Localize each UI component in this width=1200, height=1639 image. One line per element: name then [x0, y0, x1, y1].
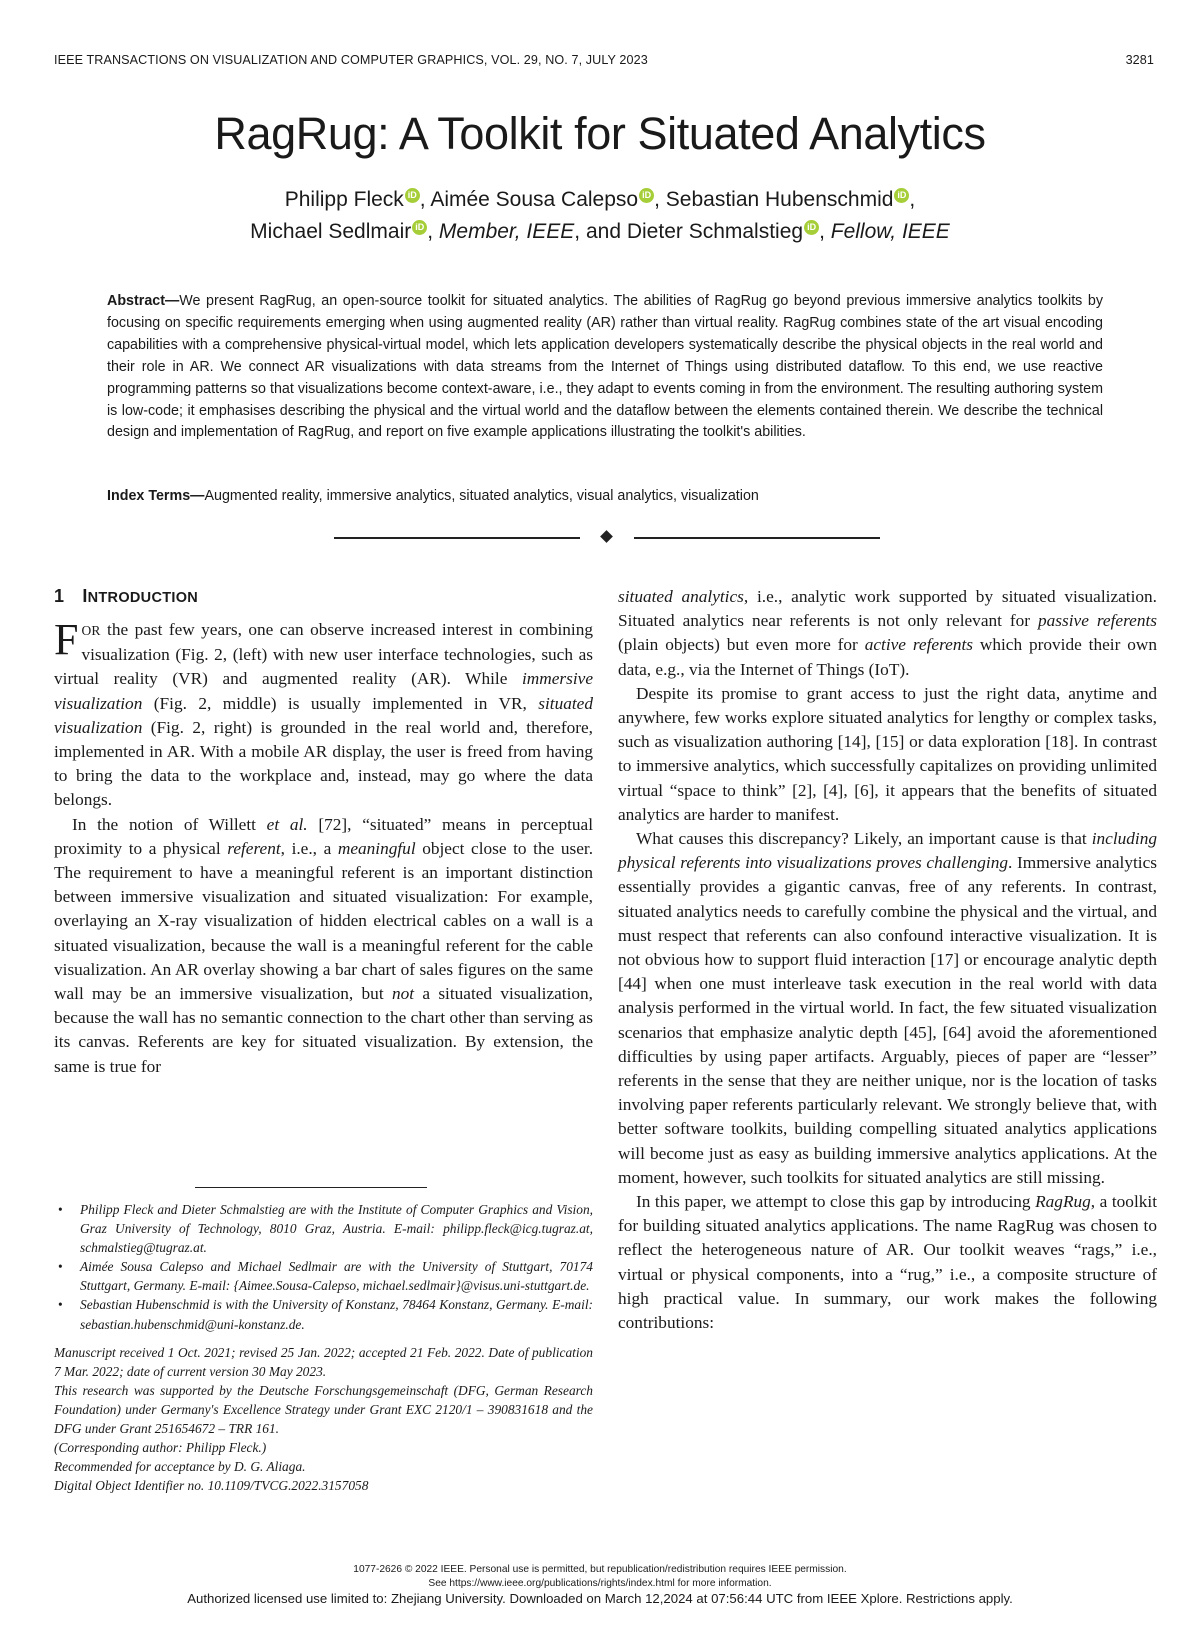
- page-number: 3281: [1125, 53, 1154, 67]
- section-heading: [54, 586, 198, 607]
- abstract-text: We present RagRug, an open-source toolkit for situated analytics. The abilities of RagRug go beyond previous immersive analytics toolkits by focusing on specific requirements emerging when using augmented reality (AR) rather than virtual reality. RagRug combines state of the art visual encoding capabilities with a comprehensive physical-virtual model, which lets application developers systematically describe the physical objects in the real world and their role in AR. We connect AR visualizations with data streams from the Internet of Things using distributed dataflow. To this end, we use reactive programming patterns so that visualizations become context-aware, i.e., they adapt to events coming in from the environment. The resulting authoring system is low-code; it emphasises describing the physical and the virtual world and the dataflow between the elements contained therein. We describe the technical design and implementation of RagRug, and report on five example applications illustrating the toolkit's abilities.: [107, 293, 1103, 441]
- running-header: [54, 53, 1154, 69]
- orcid-icon[interactable]: iD: [804, 220, 819, 235]
- body-column-right: [618, 585, 1157, 1335]
- author-membership: Member, IEEE: [438, 220, 575, 243]
- publication-notes: [54, 1343, 593, 1496]
- divider-line-right: [634, 537, 880, 539]
- drop-cap: F: [54, 615, 79, 664]
- affiliation-footnote: • Philipp Fleck and Dieter Schmalstieg are with the Institute of Computer Graphics and Vision, Graz University of Technology, 8010 Graz, Austria. E-mail: philipp.fleck@icg.tugraz.at, schmalstieg@tugraz.at.: [54, 1200, 593, 1257]
- manuscript-dates: Manuscript received 1 Oct. 2021; revised 25 Jan. 2022; accepted 21 Feb. 2022. Date of publication 7 Mar. 2022; date of current version 30 May 2023.: [54, 1344, 593, 1379]
- author-name: Aimée Sousa Calepso: [430, 188, 639, 211]
- index-terms: [107, 486, 1103, 508]
- license-note: Authorized licensed use limited to: Zhejiang University. Downloaded on March 12,2024 at 07:56:44 UTC from IEEE Xplore. Restrictions apply.: [187, 1591, 1013, 1606]
- orcid-icon[interactable]: iD: [639, 188, 654, 203]
- section-number: 1: [54, 586, 65, 606]
- author-membership: Fellow, IEEE: [830, 220, 950, 243]
- paragraph: FOR the past few years, one can observe increased interest in combining visualization (Fig. 2, (left) with new user interface technologies, such as virtual reality (VR) and augmented reality (AR). While immersive visualization (Fig. 2, middle) is usually implemented in VR, situated visualization (Fig. 2, right) is grounded in the real world and, therefore, implemented in AR. With a mobile AR display, the user is freed from having to bring the data to the workplace and, instead, may go where the data belongs.: [54, 615, 593, 810]
- author-list-line-2: Michael Sedlmair iD , Member, IEEE, and Dieter Schmalstieg iD , Fellow, IEEE: [250, 220, 950, 243]
- body-column-left: [54, 615, 594, 1079]
- section-divider: [334, 532, 880, 544]
- paragraph: In this paper, we attempt to close this gap by introducing RagRug, a toolkit for building situated analytics applications. The name RagRug was chosen to reflect the heterogeneous nature of AR. Our toolkit weaves “rags,” i.e., virtual or physical components, into a “rug,” i.e., a composite structure of high practical value. In summary, our work makes the following contributions:: [618, 1192, 1157, 1333]
- footnote-rule: [195, 1187, 427, 1188]
- copyright-line: 1077-2626 © 2022 IEEE. Personal use is permitted, but republication/redistribution requires IEEE permission.: [353, 1564, 847, 1575]
- recommended-by: Recommended for acceptance by D. G. Aliaga.: [54, 1459, 306, 1475]
- orcid-icon[interactable]: iD: [405, 188, 420, 203]
- rights-link[interactable]: See https://www.ieee.org/publications/rights/index.html for more information.: [428, 1578, 772, 1589]
- paragraph: What causes this discrepancy? Likely, an important cause is that including physical referents into visualizations proves challenging. Immersive analytics essentially provides a gigantic canvas, free of any referents. In contrast, situated analytics needs to carefully combine the physical and the virtual, and must respect that referents can also confound interactive visualization. It is not obvious how to support fluid interaction [17] or encourage analytic depth [44] when one must interleave task execution in the real world with data analysis performed in the virtual world. In fact, the few situated visualization scenarios that emphasize analytic depth [45], [64] avoid the aforementioned difficulties by using paper artifacts. Arguably, pieces of paper are “lesser” referents in the sense that they are neither unique, nor is the location of tasks involving paper referents particularly relevant. We strongly believe that, with better software toolkits, building compelling situated analytics applications will become just as easy as building immersive analytics applications. At the moment, however, such toolkits for situated analytics are still missing.: [618, 829, 1157, 1187]
- index-terms-text: Augmented reality, immersive analytics, situated analytics, visual analytics, visualization: [204, 488, 759, 504]
- paper-title: RagRug: A Toolkit for Situated Analytics: [214, 108, 986, 159]
- author-name: Michael Sedlmair: [250, 220, 412, 243]
- paragraph: situated analytics, i.e., analytic work supported by situated visualization. Situated analytics near referents is not only relevant for passive referents (plain objects) but even more for active referents which provide their own data, e.g., via the Internet of Things (IoT).: [618, 587, 1157, 679]
- author-name: Sebastian Hubenschmid: [665, 188, 894, 211]
- abstract-label: Abstract—: [107, 293, 180, 309]
- author-name: Philipp Fleck: [284, 188, 404, 211]
- abstract: [107, 291, 1103, 444]
- paragraph: Despite its promise to grant access to just the right data, anytime and anywhere, few works explore situated analytics for lengthy or complex tasks, such as visualization authoring [14], [15] or data exploration [18]. In contrast to immersive analytics, which successfully capitalizes on providing unlimited virtual “space to think” [2], [4], [6], it appears that the benefits of situated analytics are harder to manifest.: [618, 683, 1157, 824]
- section-title-rest: NTRODUCTION: [87, 590, 199, 606]
- footnotes: [54, 1200, 593, 1495]
- diamond-icon: [600, 530, 613, 543]
- journal-name: IEEE TRANSACTIONS ON VISUALIZATION AND COMPUTER GRAPHICS, VOL. 29, NO. 7, JULY 2023: [54, 53, 648, 67]
- orcid-icon[interactable]: iD: [412, 220, 427, 235]
- author-name: Dieter Schmalstieg: [626, 220, 804, 243]
- author-list-line-1: Philipp Fleck iD , Aimée Sousa Calepso iD , Sebastian Hubenschmid iD ,: [284, 188, 916, 211]
- corresponding-author: (Corresponding author: Philipp Fleck.): [54, 1440, 267, 1456]
- divider-line-left: [334, 537, 580, 539]
- doi: Digital Object Identifier no. 10.1109/TVCG.2022.3157058: [54, 1478, 369, 1494]
- index-terms-label: Index Terms—: [107, 488, 205, 504]
- copyright-notice: [0, 1563, 1200, 1591]
- orcid-icon[interactable]: iD: [894, 188, 909, 203]
- funding-note: This research was supported by the Deutsche Forschungsgemeinschaft (DFG, German Research Foundation) under Germany's Excellence Strategy under Grant EXC 2120/1 – 390831618 and the DFG under Grant 251654672 – TRR 161.: [54, 1382, 593, 1437]
- section-title-initial: I: [82, 586, 88, 606]
- affiliation-footnote: • Aimée Sousa Calepso and Michael Sedlmair are with the University of Stuttgart, 70174 Stuttgart, Germany. E-mail: {Aimee.Sousa-Calepso, michael.sedlmair}@visus.uni-stuttgart.de.: [54, 1257, 593, 1295]
- paragraph: In the notion of Willett et al. [72], “situated” means in perceptual proximity to a physical referent, i.e., a meaningful object close to the user. The requirement to have a meaningful referent is an important distinction between immersive visualization and situated visualization: For example, overlaying an X-ray visualization of hidden electrical cables on a wall is a situated visualization, because the wall is a meaningful referent for the cable visualization. An AR overlay showing a bar chart of sales figures on the same wall may be an immersive visualization, but not a situated visualization, because the wall has no semantic connection to the chart other than serving as its canvas. Referents are key for situated visualization. By extension, the same is true for: [54, 814, 594, 1076]
- affiliation-footnote: • Sebastian Hubenschmid is with the University of Konstanz, 78464 Konstanz, Germany. E-mail: sebastian.hubenschmid@uni-konstanz.de.: [54, 1295, 593, 1333]
